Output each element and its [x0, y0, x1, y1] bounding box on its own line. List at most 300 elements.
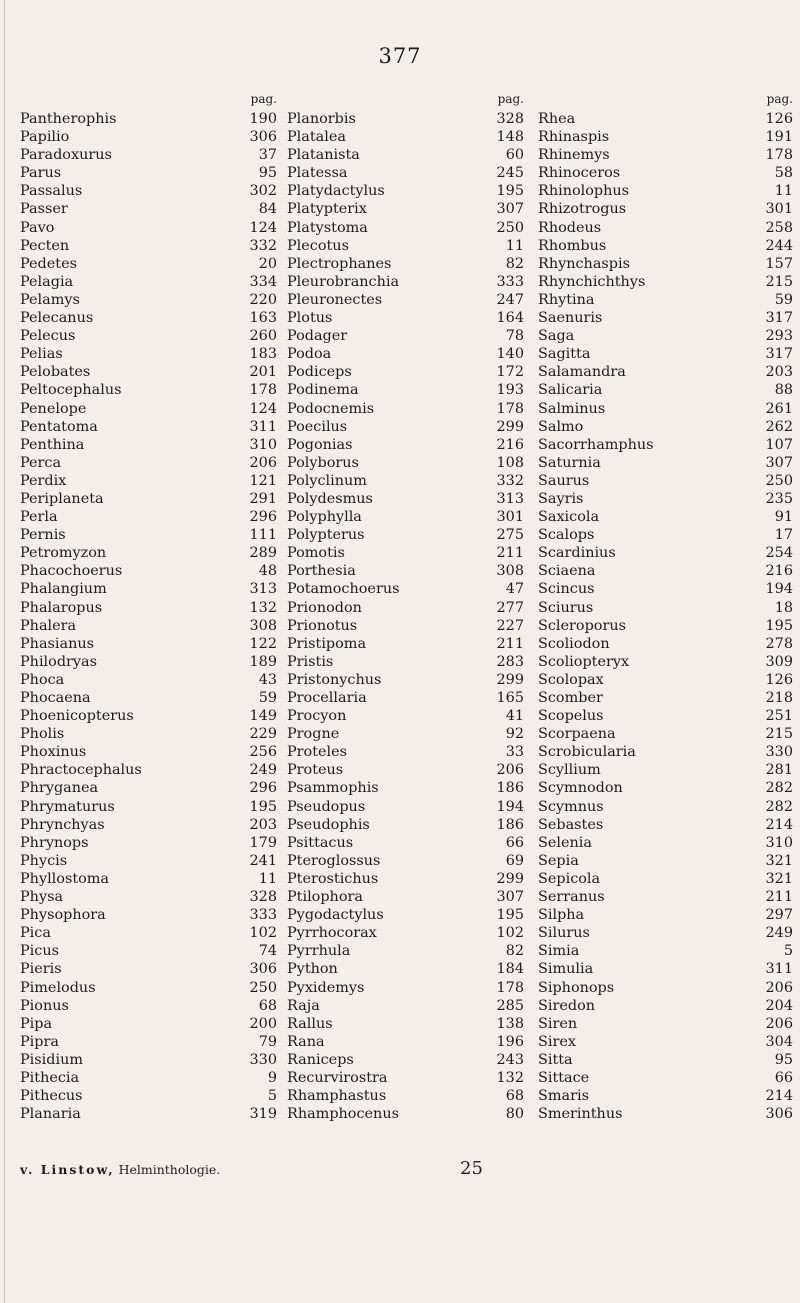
entry-name: Phractocephalus [20, 762, 142, 779]
entry-name: Phalangium [20, 581, 107, 598]
entry-name: Planaria [20, 1106, 81, 1123]
index-entry [20, 544, 285, 562]
entry-name: Pyxidemys [287, 979, 365, 996]
footer-author: v. Linstow, [20, 1162, 115, 1177]
entry-name: Saxicola [538, 509, 600, 526]
entry-name: Rhea [538, 111, 576, 127]
entry-page: 195 [765, 617, 793, 634]
entry-page: 285 [496, 997, 524, 1014]
entry-page: 124 [249, 219, 277, 236]
entry-page: 92 [505, 726, 524, 743]
index-entry [20, 255, 285, 273]
index-entry [20, 381, 285, 399]
index-entry [20, 942, 285, 960]
entry-page: 332 [249, 237, 277, 254]
index-entry [285, 110, 530, 128]
index-entry [530, 200, 795, 218]
entry-page: 20 [258, 255, 277, 272]
entry-name: Pionus [20, 997, 69, 1014]
index-entry [530, 273, 795, 291]
entry-name: Saurus [538, 472, 590, 489]
index-entry [285, 960, 530, 978]
entry-name: Platanista [287, 147, 360, 164]
entry-name: Rhamphocenus [287, 1106, 399, 1123]
entry-page: 250 [249, 979, 277, 996]
index-entry [20, 363, 285, 381]
entry-page: 194 [496, 798, 524, 815]
index-entry [530, 906, 795, 924]
entry-name: Platalea [287, 129, 346, 146]
index-entry [285, 146, 530, 164]
index-entry [285, 454, 530, 472]
index-entry [20, 1033, 285, 1051]
entry-name: Rhinemys [538, 147, 610, 164]
entry-page: 247 [496, 291, 524, 308]
index-entry [530, 363, 795, 381]
entry-name: Philodryas [20, 653, 98, 670]
entry-page: 215 [765, 273, 793, 290]
entry-name: Python [287, 961, 338, 978]
entry-name: Pantherophis [20, 111, 117, 127]
entry-page: 60 [505, 147, 524, 164]
entry-name: Salmo [538, 418, 584, 435]
index-entry [530, 580, 795, 598]
index-entry [20, 779, 285, 797]
entry-name: Phycis [20, 852, 68, 869]
entry-name: Pseudophis [287, 816, 370, 833]
index-entry [530, 960, 795, 978]
entry-page: 102 [496, 925, 524, 942]
entry-page: 214 [765, 816, 793, 833]
index-entry [285, 1105, 530, 1123]
index-entry [530, 888, 795, 906]
index-column-1 [20, 92, 285, 1123]
entry-page: 241 [249, 852, 277, 869]
entry-page: 108 [496, 454, 524, 471]
entry-page: 132 [249, 599, 277, 616]
signature-mark: 25 [460, 1158, 483, 1179]
entry-name: Salminus [538, 400, 606, 417]
entry-page: 111 [249, 527, 277, 544]
entry-page: 84 [258, 201, 277, 218]
index-entry [20, 599, 285, 617]
index-table [20, 92, 795, 1123]
pag-header: pag. [250, 92, 277, 106]
entry-name: Pomotis [287, 545, 345, 562]
entry-name: Phalaropus [20, 599, 103, 616]
entry-page: 82 [505, 943, 524, 960]
entry-page: 95 [258, 165, 277, 182]
entry-name: Salicaria [538, 382, 603, 399]
index-entry [20, 653, 285, 671]
entry-page: 319 [249, 1106, 277, 1123]
index-entry [530, 834, 795, 852]
entry-name: Phoxinus [20, 744, 87, 761]
index-entry [20, 327, 285, 345]
index-entry [530, 309, 795, 327]
index-entry [530, 761, 795, 779]
entry-name: Scyllium [538, 762, 601, 779]
entry-name: Pimelodus [20, 979, 96, 996]
index-entry [530, 979, 795, 997]
entry-name: Scrobicularia [538, 744, 636, 761]
entry-name: Scorpaena [538, 726, 616, 743]
index-entry [285, 291, 530, 309]
index-entry [285, 779, 530, 797]
entry-page: 245 [496, 165, 524, 182]
index-entry [285, 237, 530, 255]
entry-name: Platypterix [287, 201, 367, 218]
entry-page: 121 [249, 472, 277, 489]
entry-name: Sepia [538, 852, 579, 869]
footer-citation [20, 1162, 460, 1177]
entry-name: Pygodactylus [287, 907, 384, 924]
entry-page: 311 [765, 961, 793, 978]
index-entry [530, 291, 795, 309]
entry-page: 282 [765, 780, 793, 797]
entry-name: Pleuronectes [287, 291, 383, 308]
index-entry [285, 255, 530, 273]
index-entry [530, 1015, 795, 1033]
entry-page: 178 [249, 382, 277, 399]
entry-name: Sagitta [538, 346, 591, 363]
index-entry [20, 400, 285, 418]
entry-name: Scalops [538, 527, 595, 544]
entry-name: Phoenicopterus [20, 708, 134, 725]
entry-page: 211 [496, 635, 524, 652]
index-entry [20, 617, 285, 635]
entry-page: 307 [496, 201, 524, 218]
entry-page: 250 [496, 219, 524, 236]
entry-name: Poecilus [287, 418, 348, 435]
entry-name: Prionotus [287, 617, 358, 634]
entry-name: Pecten [20, 237, 70, 254]
entry-page: 277 [496, 599, 524, 616]
pag-header: pag. [766, 92, 793, 106]
entry-name: Rhodeus [538, 219, 602, 236]
index-entry [530, 852, 795, 870]
entry-name: Pernis [20, 527, 66, 544]
entry-page: 250 [765, 472, 793, 489]
entry-page: 330 [249, 1051, 277, 1068]
entry-name: Rhizotrogus [538, 201, 627, 218]
entry-name: Papilio [20, 129, 70, 146]
index-entry [20, 237, 285, 255]
index-entry [20, 960, 285, 978]
entry-page: 296 [249, 509, 277, 526]
index-entry [285, 273, 530, 291]
entry-name: Podoa [287, 346, 332, 363]
entry-name: Perdix [20, 472, 67, 489]
index-entry [20, 1051, 285, 1069]
entry-name: Polyclinum [287, 472, 367, 489]
entry-page: 47 [505, 581, 524, 598]
entry-page: 195 [496, 907, 524, 924]
entry-name: Pterostichus [287, 870, 379, 887]
entry-page: 333 [496, 273, 524, 290]
entry-name: Scleroporus [538, 617, 626, 634]
index-entry [285, 400, 530, 418]
entry-page: 310 [765, 834, 793, 851]
entry-page: 282 [765, 798, 793, 815]
entry-name: Perla [20, 509, 58, 526]
entry-name: Physa [20, 889, 64, 906]
entry-page: 206 [765, 979, 793, 996]
index-entry [285, 580, 530, 598]
entry-page: 191 [765, 129, 793, 146]
entry-page: 149 [249, 708, 277, 725]
entry-name: Scopelus [538, 708, 604, 725]
entry-page: 18 [774, 599, 793, 616]
index-entry [20, 291, 285, 309]
entry-page: 195 [249, 798, 277, 815]
entry-page: 66 [505, 834, 524, 851]
index-entry [285, 834, 530, 852]
entry-page: 249 [765, 925, 793, 942]
entry-page: 299 [496, 671, 524, 688]
entry-page: 306 [249, 129, 277, 146]
index-entry [20, 562, 285, 580]
page-footer [20, 1158, 795, 1179]
entry-page: 58 [774, 165, 793, 182]
index-entry [285, 363, 530, 381]
entry-page: 211 [765, 889, 793, 906]
index-entry [285, 1069, 530, 1087]
index-entry [285, 381, 530, 399]
entry-page: 229 [249, 726, 277, 743]
index-entry [285, 182, 530, 200]
entry-name: Silurus [538, 925, 590, 942]
index-entry [285, 653, 530, 671]
entry-name: Platydactylus [287, 183, 385, 200]
entry-page: 307 [765, 454, 793, 471]
entry-page: 333 [249, 907, 277, 924]
entry-name: Polydesmus [287, 490, 373, 507]
entry-page: 218 [765, 690, 793, 706]
index-entry [530, 400, 795, 418]
index-entry [285, 617, 530, 635]
entry-page: 309 [765, 653, 793, 670]
entry-name: Pseudopus [287, 798, 366, 815]
entry-page: 304 [765, 1033, 793, 1050]
index-entry [285, 219, 530, 237]
index-entry [20, 997, 285, 1015]
index-entry [530, 255, 795, 273]
index-entry [20, 164, 285, 182]
index-entry [20, 309, 285, 327]
index-entry [20, 635, 285, 653]
index-entry [530, 870, 795, 888]
entry-name: Pisidium [20, 1051, 84, 1068]
entry-page: 48 [258, 563, 277, 580]
entry-name: Sciurus [538, 599, 594, 616]
index-entry [20, 436, 285, 454]
entry-page: 254 [765, 545, 793, 562]
entry-name: Phyllostoma [20, 870, 110, 887]
index-entry [530, 1051, 795, 1069]
entry-name: Passalus [20, 183, 83, 200]
entry-name: Rana [287, 1033, 325, 1050]
index-entry [20, 834, 285, 852]
index-entry [20, 798, 285, 816]
entry-name: Phacochoerus [20, 563, 123, 580]
index-entry [530, 1069, 795, 1087]
entry-name: Pelecus [20, 328, 76, 345]
entry-name: Scincus [538, 581, 595, 598]
entry-page: 91 [774, 509, 793, 526]
index-entry [530, 617, 795, 635]
page-edge-line [4, 0, 5, 1303]
index-entry [530, 816, 795, 834]
index-entry [530, 599, 795, 617]
index-entry [285, 816, 530, 834]
entry-page: 301 [496, 509, 524, 526]
entry-name: Pithecia [20, 1069, 80, 1086]
entry-page: 220 [249, 291, 277, 308]
index-entry [530, 798, 795, 816]
index-entry [20, 219, 285, 237]
entry-page: 95 [774, 1051, 793, 1068]
entry-name: Platystoma [287, 219, 368, 236]
index-entry [285, 345, 530, 363]
index-entry [285, 200, 530, 218]
index-entry [530, 454, 795, 472]
index-entry [530, 689, 795, 707]
index-entry [285, 852, 530, 870]
index-entry [285, 309, 530, 327]
index-entry [285, 671, 530, 689]
entry-page: 260 [249, 328, 277, 345]
index-entry [285, 418, 530, 436]
pag-header: pag. [497, 92, 524, 106]
index-entry [20, 472, 285, 490]
entry-name: Phalera [20, 617, 77, 634]
entry-name: Sitta [538, 1051, 573, 1068]
entry-name: Phoca [20, 671, 65, 688]
entry-name: Procellaria [287, 690, 367, 706]
entry-name: Serranus [538, 889, 605, 906]
entry-page: 301 [765, 201, 793, 218]
entry-name: Silpha [538, 907, 585, 924]
index-entry [20, 345, 285, 363]
entry-page: 321 [765, 852, 793, 869]
entry-name: Pogonias [287, 436, 353, 453]
index-entry [285, 327, 530, 345]
entry-name: Pelias [20, 346, 63, 363]
index-entry [285, 1087, 530, 1105]
entry-page: 33 [505, 744, 524, 761]
index-entry [20, 743, 285, 761]
index-entry [285, 761, 530, 779]
entry-page: 289 [249, 545, 277, 562]
entry-name: Polyborus [287, 454, 359, 471]
entry-name: Periplaneta [20, 490, 104, 507]
index-entry [285, 924, 530, 942]
index-column-2 [285, 92, 530, 1123]
entry-page: 206 [249, 454, 277, 471]
index-entry [530, 671, 795, 689]
entry-page: 215 [765, 726, 793, 743]
entry-page: 311 [249, 418, 277, 435]
index-entry [530, 472, 795, 490]
entry-name: Prionodon [287, 599, 362, 616]
index-entry [530, 924, 795, 942]
entry-page: 251 [765, 708, 793, 725]
entry-page: 68 [505, 1088, 524, 1105]
index-entry [285, 997, 530, 1015]
entry-page: 262 [765, 418, 793, 435]
entry-page: 313 [249, 581, 277, 598]
entry-page: 317 [765, 346, 793, 363]
entry-page: 307 [496, 889, 524, 906]
entry-page: 194 [765, 581, 793, 598]
entry-page: 59 [258, 690, 277, 706]
entry-page: 186 [496, 780, 524, 797]
entry-name: Passer [20, 201, 68, 218]
index-entry [530, 1033, 795, 1051]
entry-name: Porthesia [287, 563, 356, 580]
index-entry [285, 942, 530, 960]
index-entry [530, 508, 795, 526]
entry-page: 163 [249, 310, 277, 327]
entry-page: 11 [774, 183, 793, 200]
entry-name: Pipra [20, 1033, 59, 1050]
entry-name: Psammophis [287, 780, 379, 797]
entry-name: Pelamys [20, 291, 80, 308]
entry-name: Perca [20, 454, 62, 471]
index-entry [530, 1105, 795, 1123]
entry-name: Pentatoma [20, 418, 98, 435]
entry-page: 243 [496, 1051, 524, 1068]
entry-name: Scomber [538, 690, 603, 706]
index-entry [530, 164, 795, 182]
entry-page: 313 [496, 490, 524, 507]
index-entry [20, 182, 285, 200]
entry-page: 203 [249, 816, 277, 833]
entry-name: Scoliodon [538, 635, 610, 652]
entry-page: 190 [249, 111, 277, 127]
entry-page: 278 [765, 635, 793, 652]
index-entry [530, 146, 795, 164]
entry-name: Pristis [287, 653, 334, 670]
entry-page: 235 [765, 490, 793, 507]
entry-name: Saga [538, 328, 575, 345]
entry-page: 37 [258, 147, 277, 164]
index-entry [20, 490, 285, 508]
entry-page: 328 [496, 111, 524, 127]
index-entry [530, 327, 795, 345]
entry-page: 200 [249, 1015, 277, 1032]
entry-page: 138 [496, 1015, 524, 1032]
entry-page: 9 [267, 1069, 277, 1086]
entry-page: 122 [249, 635, 277, 652]
entry-page: 124 [249, 400, 277, 417]
index-entry [20, 418, 285, 436]
entry-page: 184 [496, 961, 524, 978]
index-entry [530, 345, 795, 363]
entry-page: 132 [496, 1069, 524, 1086]
page-number: 377 [378, 44, 422, 68]
index-entry [530, 418, 795, 436]
entry-page: 126 [765, 671, 793, 688]
entry-name: Pavo [20, 219, 55, 236]
entry-page: 302 [249, 183, 277, 200]
index-entry [530, 779, 795, 797]
entry-name: Proteles [287, 744, 348, 761]
entry-name: Pyrrhula [287, 943, 351, 960]
entry-page: 206 [496, 762, 524, 779]
entry-page: 11 [258, 870, 277, 887]
